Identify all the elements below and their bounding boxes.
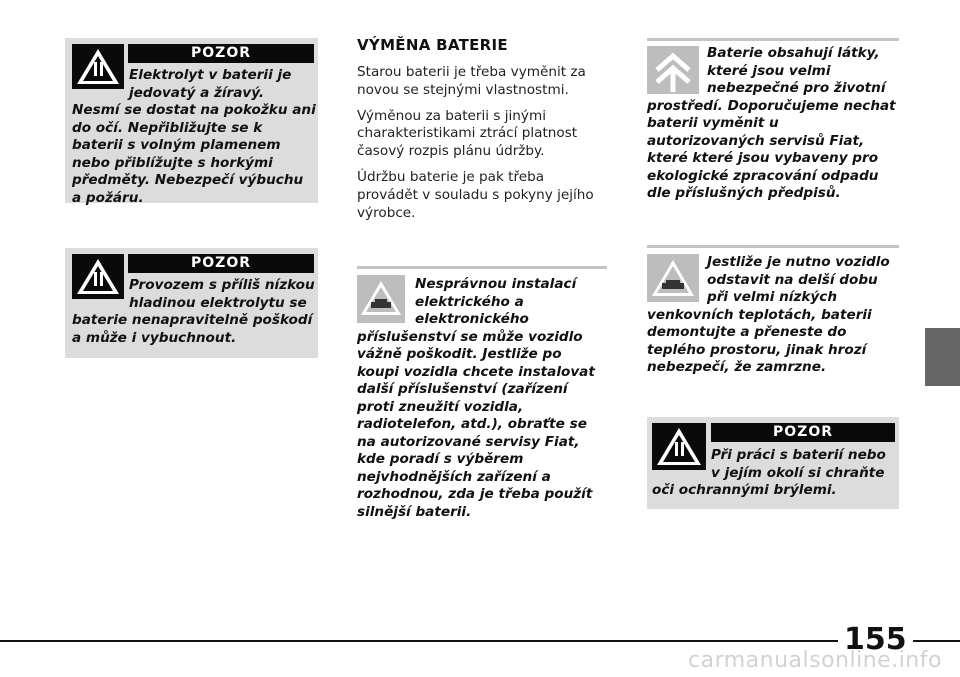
watermark: carmanualsonline.info — [688, 648, 942, 673]
page-number: 155 — [838, 625, 913, 655]
section-title: VÝMĚNA BATERIE — [357, 36, 508, 54]
warning-text-rest: oči ochrannými brýlemi. — [652, 482, 837, 498]
section-body — [357, 64, 607, 230]
paragraph: Výměnou za baterii s jinými charakteristikami ztrácí platnost časový rozpis plánu údržby. — [357, 107, 578, 160]
note-text-rest: venkovních teplotách, baterii demontujte a přeneste do teplého prostoru, jinak hrozí nebezpečí, že zamrzne. — [647, 306, 872, 375]
divider — [357, 266, 607, 269]
note-text — [357, 276, 607, 521]
divider — [647, 38, 899, 41]
divider — [647, 245, 899, 248]
note-text-first: Jestliže je nutno vozidlo odstavit na delší dobu při velmi nízkých — [707, 254, 890, 305]
note-text-rest: prostředí. Doporučujeme nechat baterii vyměnit u autorizovaných servisů Fiat, které které jsou vybaveny pro ekologické zpracování odpadu dle příslušných předpisů. — [647, 97, 896, 201]
warning-header: POZOR — [711, 423, 895, 442]
warning-text — [72, 277, 316, 347]
paragraph: Starou baterii je třeba vyměnit za novou se stejnými vlastnostmi. — [357, 64, 586, 98]
warning-text-first: Provozem s příliš nízkou hladinou elektrolytu se — [129, 277, 315, 311]
note-text — [647, 254, 899, 377]
warning-text-first: Elektrolyt v baterii je jedovatý a žíravý. — [129, 67, 292, 101]
warning-header: POZOR — [128, 44, 314, 63]
note-text-first: Nesprávnou instalací elektrického a elektronického — [415, 276, 577, 327]
chapter-tab — [925, 328, 960, 386]
warning-text-first: Při práci s baterií nebo v jejím okolí si chraňte — [711, 447, 886, 481]
note-text — [647, 45, 899, 203]
footer-rule — [0, 640, 960, 642]
warning-header: POZOR — [128, 254, 314, 273]
note-text-first: Baterie obsahují látky, které jsou velmi nebezpečné pro životní — [707, 45, 886, 96]
warning-text — [652, 447, 896, 500]
warning-text-rest: baterie nenapravitelně poškodí a může i vybuchnout. — [72, 312, 313, 346]
paragraph: Údržbu baterie je pak třeba provádět v souladu s pokyny jejího výrobce. — [357, 168, 594, 221]
note-text-rest: příslušenství se může vozidlo vážně poškodit. Jestliže po koupi vozidla chcete instalovat další příslušenství (zařízení proti zneužití vozidla, radiotelefon, atd.), obraťte se na autorizované servisy Fiat, kde poradí s výběrem nejvhodnějších zařízení a rozhodnou, zda je třeba použít silnější baterii. — [357, 328, 595, 520]
warning-text-rest: Nesmí se dostat na pokožku ani do očí. Nepřibližujte se k baterii s volným plamenem nebo přiblížujte s horkými předměty. Nebezpečí výbuchu a požáru. — [72, 102, 316, 206]
warning-text — [72, 67, 316, 207]
